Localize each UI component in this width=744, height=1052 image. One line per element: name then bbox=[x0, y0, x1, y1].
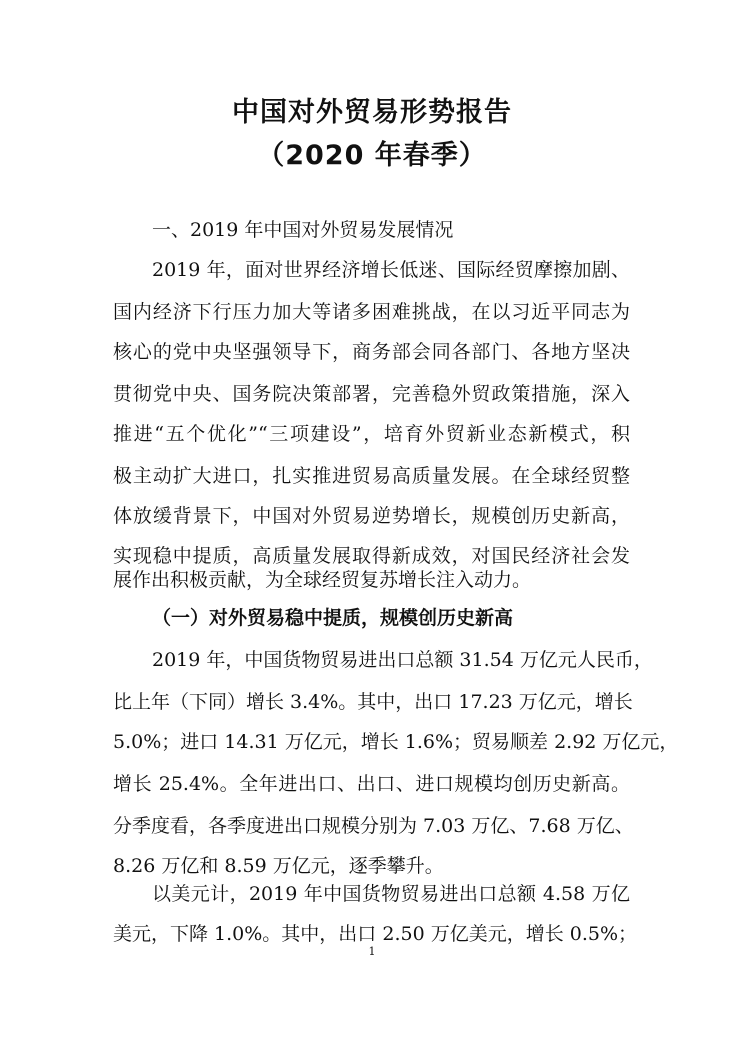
report-subtitle: （2020 年春季） bbox=[257, 140, 487, 171]
page-number: 1 bbox=[368, 945, 376, 958]
paragraph-line: 2019 年，中国货物贸易进出口总额 31.54 万亿元人民币， bbox=[152, 649, 653, 671]
paragraph-line: 增长 25.4%。全年进出口、出口、进口规模均创历史新高。 bbox=[113, 773, 630, 795]
paragraph-line: 5.0%；进口 14.31 万亿元，增长 1.6%；贸易顺差 2.92 万亿元， bbox=[113, 731, 679, 753]
paragraph-line: 国内经济下行压力加大等诸多困难挑战，在以习近平同志为 bbox=[113, 301, 630, 323]
paragraph-line: 以美元计，2019 年中国货物贸易进出口总额 4.58 万亿 bbox=[152, 883, 630, 905]
paragraph-line: 分季度看，各季度进出口规模分别为 7.03 万亿、7.68 万亿、 bbox=[113, 815, 634, 837]
paragraph-line: 核心的党中央坚强领导下，商务部会同各部门、各地方坚决 bbox=[113, 341, 630, 363]
paragraph-line: 2019 年，面对世界经济增长低迷、国际经贸摩擦加剧、 bbox=[152, 259, 630, 281]
paragraph-line: 推进“五个优化”“三项建设”，培育外贸新业态新模式，积 bbox=[113, 423, 630, 445]
paragraph-line: 美元，下降 1.0%。其中，出口 2.50 万亿美元，增长 0.5%； bbox=[113, 923, 638, 945]
section-heading: 一、2019 年中国对外贸易发展情况 bbox=[152, 219, 454, 241]
subsection-heading: （一）对外贸易稳中提质，规模创历史新高 bbox=[152, 607, 514, 629]
report-title: 中国对外贸易形势报告 bbox=[232, 97, 512, 128]
paragraph-line: 体放缓背景下，中国对外贸易逆势增长，规模创历史新高， bbox=[113, 505, 630, 527]
paragraph-line: 比上年（下同）增长 3.4%。其中，出口 17.23 万亿元，增长 bbox=[113, 691, 633, 713]
paragraph-line: 贯彻党中央、国务院决策部署，完善稳外贸政策措施，深入 bbox=[113, 383, 630, 405]
paragraph-line: 展作出积极贡献，为全球经贸复苏增长注入动力。 bbox=[113, 569, 532, 591]
paragraph-line: 实现稳中提质，高质量发展取得新成效，对国民经济社会发 bbox=[113, 545, 630, 567]
paragraph-line: 极主动扩大进口，扎实推进贸易高质量发展。在全球经贸整 bbox=[113, 465, 630, 487]
paragraph-line: 8.26 万亿和 8.59 万亿元，逐季攀升。 bbox=[113, 855, 444, 877]
